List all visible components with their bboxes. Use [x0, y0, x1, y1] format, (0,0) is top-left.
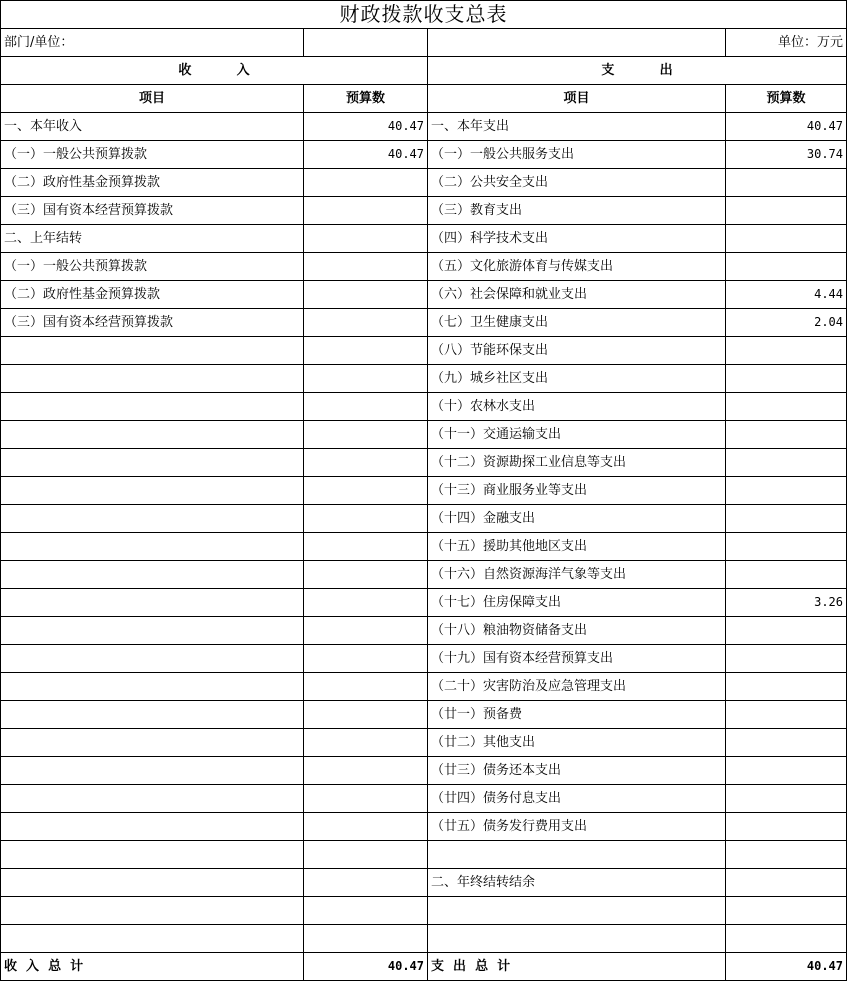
income-value-cell[interactable]	[304, 253, 428, 281]
income-value-cell[interactable]	[304, 617, 428, 645]
expense-item-cell[interactable]: （七）卫生健康支出	[428, 309, 726, 337]
expense-value-cell[interactable]	[726, 533, 847, 561]
expense-item-cell[interactable]	[428, 897, 726, 925]
income-value-cell[interactable]	[304, 309, 428, 337]
expense-value-cell[interactable]	[726, 645, 847, 673]
expense-value-cell[interactable]	[726, 225, 847, 253]
expense-item-cell[interactable]: （廿五）债务发行费用支出	[428, 813, 726, 841]
expense-item-cell[interactable]: （十二）资源勘探工业信息等支出	[428, 449, 726, 477]
table-row	[1, 225, 847, 253]
income-value-cell[interactable]	[304, 449, 428, 477]
expense-item-cell[interactable]: （十八）粮油物资储备支出	[428, 617, 726, 645]
income-item-cell[interactable]	[1, 533, 304, 561]
table-row	[1, 393, 847, 421]
expense-value-cell[interactable]	[726, 925, 847, 953]
income-value-cell[interactable]	[304, 281, 428, 309]
income-value-cell[interactable]	[304, 701, 428, 729]
income-item-cell[interactable]: （二）政府性基金预算拨款	[1, 169, 304, 197]
income-value-cell[interactable]	[304, 757, 428, 785]
income-item-cell[interactable]	[1, 337, 304, 365]
income-item-cell[interactable]	[1, 617, 304, 645]
expense-value-cell[interactable]: 40.47	[726, 113, 847, 141]
page-title: 财政拨款收支总表	[1, 1, 847, 29]
expense-value-cell[interactable]	[726, 505, 847, 533]
table-row	[1, 477, 847, 505]
title-row	[1, 1, 847, 29]
expense-section-header: 支 出	[428, 57, 847, 85]
table-row	[1, 505, 847, 533]
income-value-cell[interactable]	[304, 505, 428, 533]
expense-item-cell[interactable]: （一）一般公共服务支出	[428, 141, 726, 169]
expense-value-cell[interactable]	[726, 197, 847, 225]
expense-value-cell[interactable]: 2.04	[726, 309, 847, 337]
income-item-cell[interactable]: （一）一般公共预算拨款	[1, 141, 304, 169]
income-value-cell[interactable]	[304, 533, 428, 561]
table-row	[1, 701, 847, 729]
expense-item-cell[interactable]: （廿四）债务付息支出	[428, 785, 726, 813]
income-item-cell[interactable]	[1, 421, 304, 449]
income-value-cell[interactable]: 40.47	[304, 141, 428, 169]
income-value-cell[interactable]	[304, 589, 428, 617]
income-item-cell[interactable]	[1, 449, 304, 477]
expense-value-cell[interactable]: 30.74	[726, 141, 847, 169]
expense-item-cell[interactable]: （十）农林水支出	[428, 393, 726, 421]
income-item-cell[interactable]	[1, 561, 304, 589]
expense-value-cell[interactable]: 3.26	[726, 589, 847, 617]
table-row	[1, 869, 847, 897]
income-total-label: 收 入 总 计	[1, 953, 304, 981]
income-item-cell[interactable]	[1, 729, 304, 757]
income-item-cell[interactable]	[1, 869, 304, 897]
expense-value-cell[interactable]	[726, 449, 847, 477]
income-value-cell[interactable]	[304, 169, 428, 197]
table-row	[1, 197, 847, 225]
table-row	[1, 729, 847, 757]
expense-value-cell[interactable]	[726, 701, 847, 729]
table-row	[1, 561, 847, 589]
income-value-cell[interactable]	[304, 197, 428, 225]
expense-value-cell[interactable]	[726, 673, 847, 701]
expense-value-cell[interactable]: 4.44	[726, 281, 847, 309]
expense-item-cell[interactable]: （八）节能环保支出	[428, 337, 726, 365]
expense-value-cell[interactable]	[726, 869, 847, 897]
expense-col-item-header: 项目	[428, 85, 726, 113]
expense-value-cell[interactable]	[726, 337, 847, 365]
income-value-cell[interactable]	[304, 365, 428, 393]
expense-value-cell[interactable]	[726, 617, 847, 645]
income-value-cell[interactable]	[304, 673, 428, 701]
expense-value-cell[interactable]	[726, 477, 847, 505]
expense-item-cell[interactable]: （二）公共安全支出	[428, 169, 726, 197]
income-total-value: 40.47	[304, 953, 428, 981]
expense-item-cell[interactable]: （十三）商业服务业等支出	[428, 477, 726, 505]
income-item-cell[interactable]	[1, 925, 304, 953]
income-item-cell[interactable]	[1, 785, 304, 813]
income-value-cell[interactable]	[304, 645, 428, 673]
income-value-cell[interactable]	[304, 729, 428, 757]
table-row	[1, 113, 847, 141]
income-value-cell[interactable]	[304, 393, 428, 421]
expense-value-cell[interactable]	[726, 757, 847, 785]
expense-item-cell[interactable]: （十七）住房保障支出	[428, 589, 726, 617]
dept-value-cell[interactable]	[304, 29, 428, 57]
income-item-cell[interactable]	[1, 841, 304, 869]
table-row	[1, 141, 847, 169]
dept-label: 部门/单位：	[1, 29, 304, 57]
table-row	[1, 617, 847, 645]
income-value-cell[interactable]	[304, 897, 428, 925]
income-item-cell[interactable]	[1, 589, 304, 617]
table-row	[1, 673, 847, 701]
income-value-cell[interactable]: 40.47	[304, 113, 428, 141]
income-item-cell[interactable]	[1, 393, 304, 421]
table-row	[1, 757, 847, 785]
income-item-cell[interactable]	[1, 897, 304, 925]
income-section-header: 收 入	[1, 57, 428, 85]
table-row	[1, 533, 847, 561]
income-value-cell[interactable]	[304, 785, 428, 813]
expense-item-cell[interactable]: （六）社会保障和就业支出	[428, 281, 726, 309]
income-value-cell[interactable]	[304, 813, 428, 841]
expense-item-cell[interactable]: （廿一）预备费	[428, 701, 726, 729]
income-col-item-header: 项目	[1, 85, 304, 113]
income-item-cell[interactable]	[1, 365, 304, 393]
meta-row	[1, 29, 847, 57]
expense-item-cell[interactable]: （十九）国有资本经营预算支出	[428, 645, 726, 673]
table-row	[1, 841, 847, 869]
table-row	[1, 785, 847, 813]
income-item-cell[interactable]: （二）政府性基金预算拨款	[1, 281, 304, 309]
table-row	[1, 421, 847, 449]
income-value-cell[interactable]	[304, 841, 428, 869]
income-item-cell[interactable]	[1, 813, 304, 841]
expense-item-cell[interactable]: （廿三）债务还本支出	[428, 757, 726, 785]
income-item-cell[interactable]: （三）国有资本经营预算拨款	[1, 309, 304, 337]
expense-item-cell[interactable]: （十五）援助其他地区支出	[428, 533, 726, 561]
table-row	[1, 449, 847, 477]
expense-item-cell[interactable]: （三）教育支出	[428, 197, 726, 225]
income-item-cell[interactable]	[1, 673, 304, 701]
income-item-cell[interactable]: 二、上年结转	[1, 225, 304, 253]
expense-value-cell[interactable]	[726, 813, 847, 841]
expense-item-cell[interactable]	[428, 841, 726, 869]
expense-item-cell[interactable]: （四）科学技术支出	[428, 225, 726, 253]
expense-total-value: 40.47	[726, 953, 847, 981]
section-header-row	[1, 57, 847, 85]
expense-value-cell[interactable]	[726, 393, 847, 421]
expense-col-budget-header: 预算数	[726, 85, 847, 113]
table-row	[1, 813, 847, 841]
expense-value-cell[interactable]	[726, 421, 847, 449]
income-col-budget-header: 预算数	[304, 85, 428, 113]
expense-item-cell[interactable]: （二十）灾害防治及应急管理支出	[428, 673, 726, 701]
expense-item-cell[interactable]: （十一）交通运输支出	[428, 421, 726, 449]
income-value-cell[interactable]	[304, 477, 428, 505]
table-row	[1, 281, 847, 309]
income-item-cell[interactable]	[1, 645, 304, 673]
table-row	[1, 925, 847, 953]
income-value-cell[interactable]	[304, 421, 428, 449]
expense-value-cell[interactable]	[726, 365, 847, 393]
income-item-cell[interactable]	[1, 477, 304, 505]
table-row	[1, 309, 847, 337]
expense-item-cell[interactable]: （九）城乡社区支出	[428, 365, 726, 393]
expense-item-cell[interactable]: （廿二）其他支出	[428, 729, 726, 757]
expense-value-cell[interactable]	[726, 729, 847, 757]
expense-value-cell[interactable]	[726, 253, 847, 281]
expense-item-cell[interactable]: （十四）金融支出	[428, 505, 726, 533]
income-item-cell[interactable]	[1, 757, 304, 785]
income-value-cell[interactable]	[304, 225, 428, 253]
table-row	[1, 897, 847, 925]
income-value-cell[interactable]	[304, 561, 428, 589]
table-row	[1, 365, 847, 393]
table-row	[1, 589, 847, 617]
expense-item-cell[interactable]	[428, 925, 726, 953]
income-value-cell[interactable]	[304, 337, 428, 365]
expense-item-cell[interactable]: （五）文化旅游体育与传媒支出	[428, 253, 726, 281]
expense-item-cell[interactable]: 二、年终结转结余	[428, 869, 726, 897]
table-row	[1, 337, 847, 365]
expense-total-label: 支 出 总 计	[428, 953, 726, 981]
expense-value-cell[interactable]	[726, 785, 847, 813]
table-row	[1, 253, 847, 281]
income-value-cell[interactable]	[304, 869, 428, 897]
unit-label: 单位：万元	[726, 29, 847, 57]
income-item-cell[interactable]	[1, 701, 304, 729]
income-item-cell[interactable]: （一）一般公共预算拨款	[1, 253, 304, 281]
income-item-cell[interactable]: （三）国有资本经营预算拨款	[1, 197, 304, 225]
expense-item-cell[interactable]: 一、本年支出	[428, 113, 726, 141]
table-row	[1, 645, 847, 673]
income-value-cell[interactable]	[304, 925, 428, 953]
income-item-cell[interactable]	[1, 505, 304, 533]
income-item-cell[interactable]: 一、本年收入	[1, 113, 304, 141]
expense-value-cell[interactable]	[726, 169, 847, 197]
expense-value-cell[interactable]	[726, 841, 847, 869]
expense-item-cell[interactable]: （十六）自然资源海洋气象等支出	[428, 561, 726, 589]
expense-value-cell[interactable]	[726, 897, 847, 925]
expense-value-cell[interactable]	[726, 561, 847, 589]
meta-blank-cell	[428, 29, 726, 57]
table-row	[1, 169, 847, 197]
column-header-row	[1, 85, 847, 113]
totals-row	[1, 953, 847, 981]
